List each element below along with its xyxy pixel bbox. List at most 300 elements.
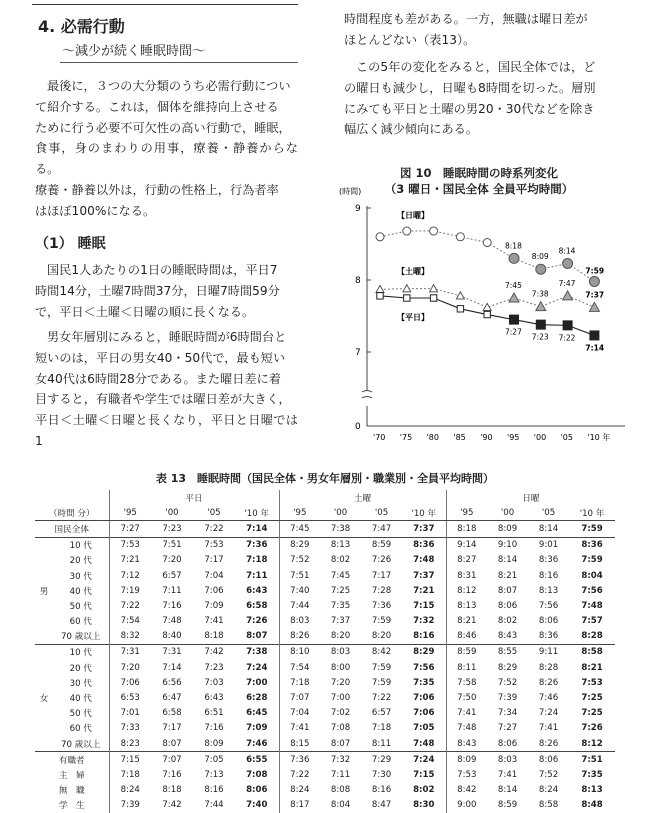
table-cell: 8:21: [581, 662, 603, 673]
table-group-header-row: [35, 490, 615, 505]
weekday-point: [563, 321, 572, 330]
table-cell: 8:32: [120, 631, 140, 642]
table-cell: 7:37: [402, 521, 446, 537]
table-cell: 7:48: [402, 736, 446, 752]
data-label: 7:38: [531, 289, 549, 299]
table-cell: 7:35: [402, 675, 446, 690]
year-header: '95: [446, 505, 487, 521]
table-cell: 7:52: [538, 769, 559, 780]
table-cell: 7:41: [497, 769, 518, 780]
table-cell: 8:16: [538, 570, 559, 581]
table-cell: 8:28: [538, 662, 559, 673]
table-cell: 7:58: [457, 677, 477, 688]
series-legend-label: 【日曜】: [397, 211, 429, 220]
data-label: 7:59: [585, 266, 605, 276]
subtitle-rule: [60, 62, 298, 63]
table-row: [35, 736, 615, 752]
table-cell: 7:56: [581, 585, 603, 596]
table-cell: 8:02: [402, 783, 446, 798]
table-row: [35, 598, 615, 613]
year-header: '95: [109, 505, 151, 521]
text-line: 国民1人あたりの1日の睡眠時間は，平日7: [47, 263, 278, 277]
table-cell: 7:38: [330, 523, 351, 534]
sleep-time-table: [35, 490, 615, 813]
text-line: で，平日＜土曜＜日曜の順に長くなる。: [35, 304, 255, 319]
table-cell: 8:03: [320, 644, 361, 660]
table-cell: 7:26: [235, 614, 279, 629]
table-cell: 7:27: [497, 723, 518, 734]
table-cell: 7:12: [120, 570, 140, 581]
table-cell: 7:36: [371, 600, 392, 611]
table-cell: 7:45: [330, 570, 351, 581]
data-label: 7:23: [531, 332, 549, 342]
table-cell: 8:42: [457, 785, 477, 796]
year-header: '05: [193, 505, 235, 521]
weekday-point: [484, 311, 490, 317]
sunday-point: [430, 227, 438, 235]
saturday-point: [589, 302, 599, 311]
row-label: 国民全体: [35, 521, 109, 537]
table-cell: 8:29: [402, 644, 446, 660]
table-cell: 7:08: [330, 723, 351, 734]
table-cell: 7:20: [162, 555, 182, 566]
table-cell: 7:28: [371, 585, 392, 596]
sunday-point: [589, 276, 599, 286]
table-cell: 7:08: [235, 767, 279, 782]
sleep-paragraph-2: [35, 327, 298, 452]
sunday-point: [403, 227, 411, 235]
row-label: 20 代: [53, 553, 109, 568]
table-cell: 9:11: [528, 644, 569, 660]
table-cell: 6:58: [162, 708, 182, 719]
table-cell: 6:53: [120, 693, 140, 704]
row-label: 30 代: [53, 675, 109, 690]
table-cell: 7:42: [193, 644, 235, 660]
table-cell: 7:31: [151, 644, 193, 660]
table-cell: 7:53: [109, 537, 151, 553]
text-line: 時間程度も差がある。一方，無職は曜日差が: [344, 12, 588, 26]
table-cell: 7:18: [120, 769, 140, 780]
table-cell: 8:27: [457, 555, 477, 566]
table-cell: 8:24: [538, 785, 559, 796]
table-cell: 8:14: [497, 555, 518, 566]
sunday-point: [536, 264, 546, 274]
table-row: [35, 706, 615, 721]
table-cell: 7:26: [581, 723, 603, 734]
table-cell: 7:18: [235, 553, 279, 568]
table-cell: 7:33: [120, 723, 140, 734]
table-cell: 7:59: [581, 555, 603, 566]
table-cell: 7:09: [204, 600, 224, 611]
table-cell: 7:15: [402, 767, 446, 782]
table-cell: 8:58: [569, 644, 615, 660]
table-cell: 7:54: [120, 616, 140, 627]
table-cell: 7:45: [290, 523, 310, 534]
table-cell: 8:36: [538, 631, 559, 642]
text-line: はほぼ100%になる。: [35, 203, 156, 218]
text-line: この5年の変化をみると，国民全体では，ど: [356, 60, 596, 74]
table-row: [35, 614, 615, 629]
table-cell: 7:34: [497, 708, 518, 719]
table-cell: 7:41: [457, 708, 477, 719]
year-header: '05: [528, 505, 569, 521]
table-cell: 7:50: [457, 693, 477, 704]
text-line: 目すると，有職者や学生では曜日差が大きく，: [35, 392, 291, 407]
table-cell: 8:59: [361, 537, 402, 553]
table-cell: 8:11: [371, 738, 392, 749]
table-row: [35, 721, 615, 736]
data-label: 7:22: [558, 333, 576, 343]
table-cell: 7:16: [162, 769, 182, 780]
table-cell: 8:23: [120, 738, 140, 749]
group-header: 日曜: [522, 493, 540, 504]
table-cell: 6:56: [162, 677, 182, 688]
table-cell: 7:18: [290, 677, 310, 688]
table-cell: 7:52: [290, 555, 310, 566]
table-cell: 8:14: [538, 523, 559, 534]
table-cell: 8:16: [204, 785, 224, 796]
table-cell: 8:43: [497, 631, 518, 642]
table-cell: 7:18: [371, 723, 392, 734]
table-cell: 7:06: [402, 690, 446, 705]
weekday-point: [536, 320, 545, 329]
table-cell: 7:02: [330, 708, 351, 719]
table-cell: 8:46: [457, 631, 477, 642]
table-cell: 7:01: [120, 708, 140, 719]
row-label: 30 代: [53, 568, 109, 583]
table-cell: 7:03: [204, 677, 224, 688]
saturday-point: [536, 302, 546, 311]
table-cell: 7:11: [330, 769, 351, 780]
sleep-time-chart: [335, 180, 625, 450]
table-cell: 7:44: [290, 600, 310, 611]
table-cell: 6:43: [204, 693, 224, 704]
table-cell: 7:30: [371, 769, 392, 780]
text-line: ほとんどない（表13）。: [344, 32, 476, 47]
row-label: 40 代: [53, 690, 109, 705]
x-tick-label: '05: [560, 433, 573, 442]
table-row: [35, 675, 615, 690]
table-cell: 7:41: [538, 723, 559, 734]
table-cell: 8:26: [538, 677, 559, 688]
table-cell: 7:17: [162, 723, 182, 734]
table-cell: 7:21: [120, 555, 140, 566]
table-cell: 7:48: [457, 723, 477, 734]
row-label: 50 代: [53, 706, 109, 721]
table-cell: 8:12: [457, 585, 477, 596]
data-label: 7:14: [585, 343, 605, 353]
table-cell: 7:17: [204, 555, 224, 566]
saturday-point: [456, 292, 464, 299]
subsection-heading: （1） 睡眠: [35, 236, 106, 252]
table-row: [35, 583, 615, 598]
table-cell: 8:17: [290, 800, 310, 811]
text-line: 療養・静養以外は，行動の性格上，行為者率: [35, 182, 279, 197]
x-tick-label: '80: [426, 433, 439, 442]
data-label: 8:09: [531, 252, 549, 262]
table-cell: 8:59: [446, 644, 487, 660]
table-cell: 7:16: [162, 600, 182, 611]
table-cell: 8:16: [402, 629, 446, 645]
table-cell: 7:52: [497, 677, 518, 688]
sunday-point: [376, 233, 384, 241]
weekday-point: [510, 315, 519, 324]
weekday-point: [377, 293, 383, 299]
table-cell: 7:24: [538, 708, 559, 719]
table-cell: 8:58: [538, 800, 559, 811]
table-cell: 8:21: [457, 616, 477, 627]
table-cell: 8:28: [581, 631, 603, 642]
table-cell: 8:02: [330, 555, 351, 566]
table-cell: 8:30: [402, 798, 446, 813]
x-tick-label: '10 年: [587, 433, 611, 442]
table-cell: 7:53: [457, 769, 477, 780]
right-paragraph-1: [344, 9, 614, 51]
table-cell: 7:38: [235, 644, 279, 660]
table-row: [35, 660, 615, 675]
table-cell: 6:51: [204, 708, 224, 719]
row-label: 60 代: [53, 614, 109, 629]
table-cell: 6:58: [235, 598, 279, 613]
table-cell: 7:23: [204, 662, 224, 673]
table-cell: 7:17: [371, 570, 392, 581]
sleep-paragraph-1: [35, 260, 298, 322]
table-cell: 7:42: [162, 800, 182, 811]
table-row: [35, 644, 615, 660]
table-cell: 7:11: [162, 585, 182, 596]
text-line: の曜日も減少し，日曜も8時間を切った。層別: [344, 80, 596, 95]
row-label: 60 代: [53, 721, 109, 736]
table-cell: 8:02: [497, 616, 518, 627]
saturday-point: [509, 293, 519, 302]
table-cell: 6:43: [235, 583, 279, 598]
table-cell: 6:57: [371, 708, 392, 719]
data-label: 8:18: [505, 241, 522, 251]
table-cell: 8:26: [538, 738, 559, 749]
y-tick-label: 7: [355, 348, 361, 358]
table-cell: 7:32: [320, 752, 361, 768]
table-cell: 8:31: [457, 570, 477, 581]
year-header: '10 年: [402, 505, 446, 521]
table-cell: 8:09: [446, 752, 487, 768]
table-cell: 6:47: [162, 693, 182, 704]
text-line: 最後に，３つの大分類のうち必需行動につい: [47, 79, 291, 93]
text-line: 平日＜土曜＜日曜と長くなり，平日と日曜では1: [35, 413, 298, 448]
table-cell: 7:53: [193, 537, 235, 553]
table-cell: 8:07: [330, 738, 351, 749]
text-line: 短いのは，平日の男女40・50代で，最も短い: [35, 350, 286, 365]
table-cell: 8:13: [581, 785, 603, 796]
row-label: 10 代: [53, 537, 109, 553]
table-cell: 8:14: [497, 785, 518, 796]
weekday-point: [430, 295, 436, 301]
data-label: 8:14: [558, 246, 576, 256]
table-row: [35, 783, 615, 798]
row-label: 10 代: [53, 644, 109, 660]
table-cell: 8:55: [487, 644, 528, 660]
table-cell: 8:06: [497, 600, 518, 611]
table-cell: 8:43: [457, 738, 477, 749]
table-cell: 7:15: [402, 598, 446, 613]
year-header: '00: [487, 505, 528, 521]
table-cell: 8:29: [279, 537, 320, 553]
table-cell: 7:41: [204, 616, 224, 627]
section-title-text: 必需行動: [60, 17, 125, 36]
table-year-header-row: [35, 505, 615, 521]
text-line: 食事，身のまわりの用事，療養・静養からなる。: [35, 141, 298, 177]
table-cell: 7:09: [235, 721, 279, 736]
table-cell: 8:29: [497, 662, 518, 673]
table-cell: 7:46: [235, 736, 279, 752]
table-cell: 7:26: [371, 555, 392, 566]
table-cell: 7:39: [497, 693, 518, 704]
table-cell: 6:28: [235, 690, 279, 705]
table-cell: 7:39: [120, 800, 140, 811]
table-cell: 7:51: [290, 570, 310, 581]
table-cell: 8:47: [371, 800, 392, 811]
table-cell: 7:56: [538, 600, 559, 611]
table-cell: 7:51: [151, 537, 193, 553]
y-tick-label: 9: [355, 204, 361, 214]
table-cell: 8:20: [330, 631, 351, 642]
table-cell: 8:48: [581, 800, 603, 811]
table-row: [35, 629, 615, 645]
table-cell: 7:54: [290, 662, 310, 673]
table-cell: 8:36: [402, 537, 446, 553]
table-title: 表 13 睡眠時間（国民全体・男女年層別・職業別・全員平均時間）: [155, 472, 495, 485]
table-cell: 7:20: [120, 662, 140, 673]
table-cell: 8:13: [457, 600, 477, 611]
table-row: [35, 798, 615, 813]
data-label: 7:27: [505, 327, 522, 337]
table-cell: 7:27: [120, 523, 140, 534]
table-cell: 8:20: [371, 631, 392, 642]
table-cell: 7:36: [235, 537, 279, 553]
table-cell: 7:07: [290, 693, 310, 704]
table-cell: 7:13: [204, 769, 224, 780]
table-cell: 7:51: [569, 752, 615, 768]
sunday-point: [509, 253, 519, 263]
data-label: 7:37: [585, 290, 605, 300]
year-header: '05: [361, 505, 402, 521]
row-label: 主 婦: [35, 767, 109, 782]
year-header: '00: [151, 505, 193, 521]
table-cell: 7:22: [204, 523, 224, 534]
table-cell: 7:05: [402, 721, 446, 736]
table-cell: 7:56: [402, 660, 446, 675]
table-cell: 7:00: [235, 675, 279, 690]
top-rule: [32, 4, 298, 5]
axis-break-mark: [362, 391, 372, 399]
row-label: 無 職: [35, 783, 109, 798]
table-cell: 7:59: [371, 662, 392, 673]
row-label: 20 代: [53, 660, 109, 675]
table-cell: 8:09: [204, 738, 224, 749]
table-cell: 7:25: [330, 585, 351, 596]
table-row: [35, 767, 615, 782]
saturday-point: [483, 303, 491, 310]
table-cell: 8:24: [120, 785, 140, 796]
text-line: ために行う必要不可欠性の高い行動で，睡眠，: [35, 120, 291, 135]
row-label: 50 代: [53, 598, 109, 613]
table-cell: 7:21: [402, 583, 446, 598]
section-subtitle: 〜減少が続く睡眠時間〜: [62, 44, 206, 59]
section-number: 4.: [38, 17, 56, 36]
x-tick-label: '85: [453, 433, 466, 442]
table-cell: 7:37: [402, 568, 446, 583]
table-cell: 7:48: [162, 616, 182, 627]
table-cell: 8:36: [538, 555, 559, 566]
table-cell: 6:57: [162, 570, 182, 581]
right-paragraph-2: [344, 57, 614, 140]
table-row: [35, 752, 615, 768]
table-cell: 8:09: [497, 523, 518, 534]
table-cell: 7:22: [371, 693, 392, 704]
table-cell: 8:12: [581, 738, 603, 749]
table-cell: 7:44: [204, 800, 224, 811]
group-label: 男: [35, 537, 53, 644]
table-cell: 6:45: [235, 706, 279, 721]
saturday-point: [376, 285, 384, 292]
table-cell: 7:57: [581, 616, 603, 627]
table-cell: 7:20: [330, 677, 351, 688]
table-cell: 7:59: [371, 616, 392, 627]
table-cell: 7:47: [371, 523, 392, 534]
table-cell: 7:35: [330, 600, 351, 611]
row-label: 70 歳以上: [53, 736, 109, 752]
text-line: 男女年層別にみると，睡眠時間が6時間台と: [47, 330, 287, 344]
text-line: 幅広く減少傾向にある。: [344, 122, 479, 137]
table-cell: 7:06: [120, 677, 140, 688]
table-cell: 8:59: [497, 800, 518, 811]
weekday-point: [404, 295, 410, 301]
table-cell: 8:03: [290, 616, 310, 627]
table-cell: 7:22: [290, 769, 310, 780]
x-tick-label: '95: [507, 433, 520, 442]
x-tick-label: '70: [373, 433, 386, 442]
table-cell: 8:08: [330, 785, 351, 796]
table-cell: 8:26: [290, 631, 310, 642]
table-cell: 7:06: [402, 706, 446, 721]
table-cell: 9:01: [528, 537, 569, 553]
table-cell: 7:04: [204, 570, 224, 581]
table-cell: 8:40: [162, 631, 182, 642]
table-cell: 9:14: [446, 537, 487, 553]
table-cell: 8:18: [162, 785, 182, 796]
table-cell: 7:15: [109, 752, 151, 768]
group-label: 女: [35, 644, 53, 751]
year-header: '10 年: [235, 505, 279, 521]
section-title: [38, 14, 125, 37]
year-header: '00: [320, 505, 361, 521]
table-row: [35, 690, 615, 705]
table-cell: 7:23: [162, 523, 182, 534]
table-cell: 7:24: [402, 752, 446, 768]
y-unit-label: (時間): [339, 187, 362, 196]
table-cell: 7:25: [581, 708, 603, 719]
table-cell: 7:48: [402, 553, 446, 568]
table-cell: 7:00: [330, 693, 351, 704]
row-label: 学 生: [35, 798, 109, 813]
table-cell: 8:04: [581, 570, 603, 581]
table-cell: 9:10: [487, 537, 528, 553]
sunday-point: [483, 239, 491, 247]
data-label: 7:47: [558, 278, 576, 288]
table-cell: 8:07: [497, 585, 518, 596]
table-cell: 8:07: [235, 629, 279, 645]
sunday-point: [456, 233, 464, 241]
table-cell: 7:36: [279, 752, 320, 768]
